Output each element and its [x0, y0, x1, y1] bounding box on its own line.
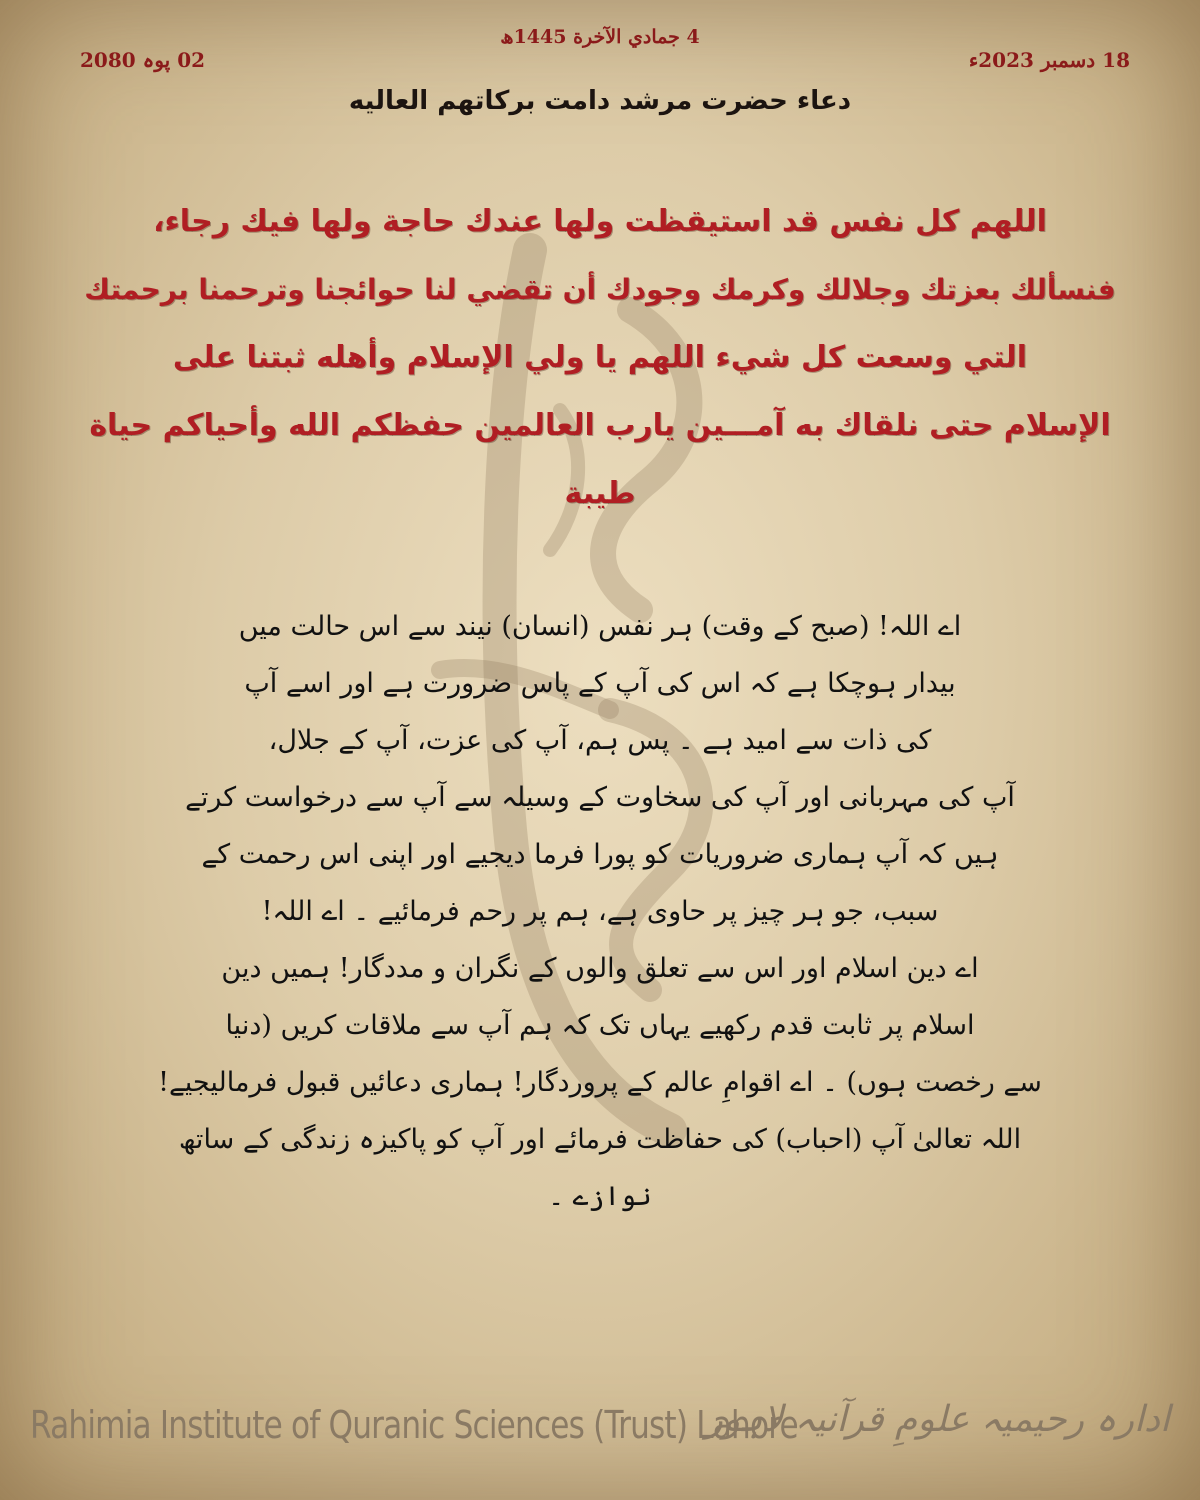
arabic-line: اللهم كل نفس قد استيقظت ولها عندك حاجة ولها فيك رجاء،	[153, 204, 1047, 239]
urdu-line: اسلام پر ثابت قدم رکھیے یہاں تک کہ ہم آپ سے ملاقات کریں (دنیا	[225, 1010, 975, 1041]
urdu-line: سے رخصت ہوں) ۔ اے اقوامِ عالم کے پروردگار! ہماری دعائیں قبول فرمالیجیے!	[158, 1067, 1042, 1098]
gregorian-date: 18 دسمبر 2023ء	[968, 48, 1130, 72]
institute-footer	[0, 1395, 1200, 1475]
institute-name-english: Rahimia Institute of Quranic Sciences (Trust) Lahore	[30, 1403, 798, 1447]
dua-title: دعاء حضرت مرشد دامت برکاتھم العالیه	[348, 86, 852, 116]
urdu-line: نوازے ۔	[548, 1181, 652, 1212]
date-header	[70, 22, 1130, 82]
bikrami-date: 02 پوہ 2080	[80, 48, 206, 72]
arabic-line: التي وسعت كل شيء اللهم يا ولي الإسلام وأهله ثبتنا على	[172, 340, 1028, 375]
urdu-line: اے اللہ! (صبح کے وقت) ہر نفس (انسان) نیند سے اس حالت میں	[238, 611, 962, 642]
urdu-line: اے دین اسلام اور اس سے تعلق والوں کے نگران و مددگار! ہمیں دین	[221, 953, 979, 984]
urdu-line: اللہ تعالیٰ آپ (احباب) کی حفاظت فرمائے اور آپ کو پاکیزہ زندگی کے ساتھ	[178, 1124, 1022, 1155]
arabic-line: الإسلام حتى نلقاك به آمـــين يارب العالمين حفظكم الله وأحياكم حياة	[89, 408, 1111, 443]
urdu-line: آپ کی مہربانی اور آپ کی سخاوت کے وسیلہ سے آپ سے درخواست کرتے	[185, 782, 1015, 813]
urdu-line: کی ذات سے امید ہے ۔ پس ہم، آپ کی عزت، آپ کے جلال،	[268, 725, 932, 756]
arabic-dua	[80, 188, 1120, 528]
arabic-line: فنسألك بعزتك وجلالك وكرمك وجودك أن تقضي لنا حوائجنا وترحمنا برحمتك	[84, 273, 1116, 306]
urdu-line: ہیں کہ آپ ہماری ضروریات کو پورا فرما دیجیے اور اپنی اس رحمت کے	[201, 839, 999, 870]
urdu-translation	[150, 598, 1050, 1225]
urdu-line: سبب، جو ہر چیز پر حاوی ہے، ہم پر رحم فرمائیے ۔ اے اللہ!	[261, 896, 939, 927]
urdu-line: بیدار ہوچکا ہے کہ اس کی آپ کے پاس ضرورت ہے اور اسے آپ	[244, 668, 956, 699]
institute-name-urdu: ادارہ رحیمیہ علومِ قرآنیہ لاہور	[705, 1399, 1170, 1440]
hijri-date: 4 جمادي الآخرة 1445ھ	[500, 26, 700, 48]
arabic-line: طيبة	[564, 476, 636, 511]
